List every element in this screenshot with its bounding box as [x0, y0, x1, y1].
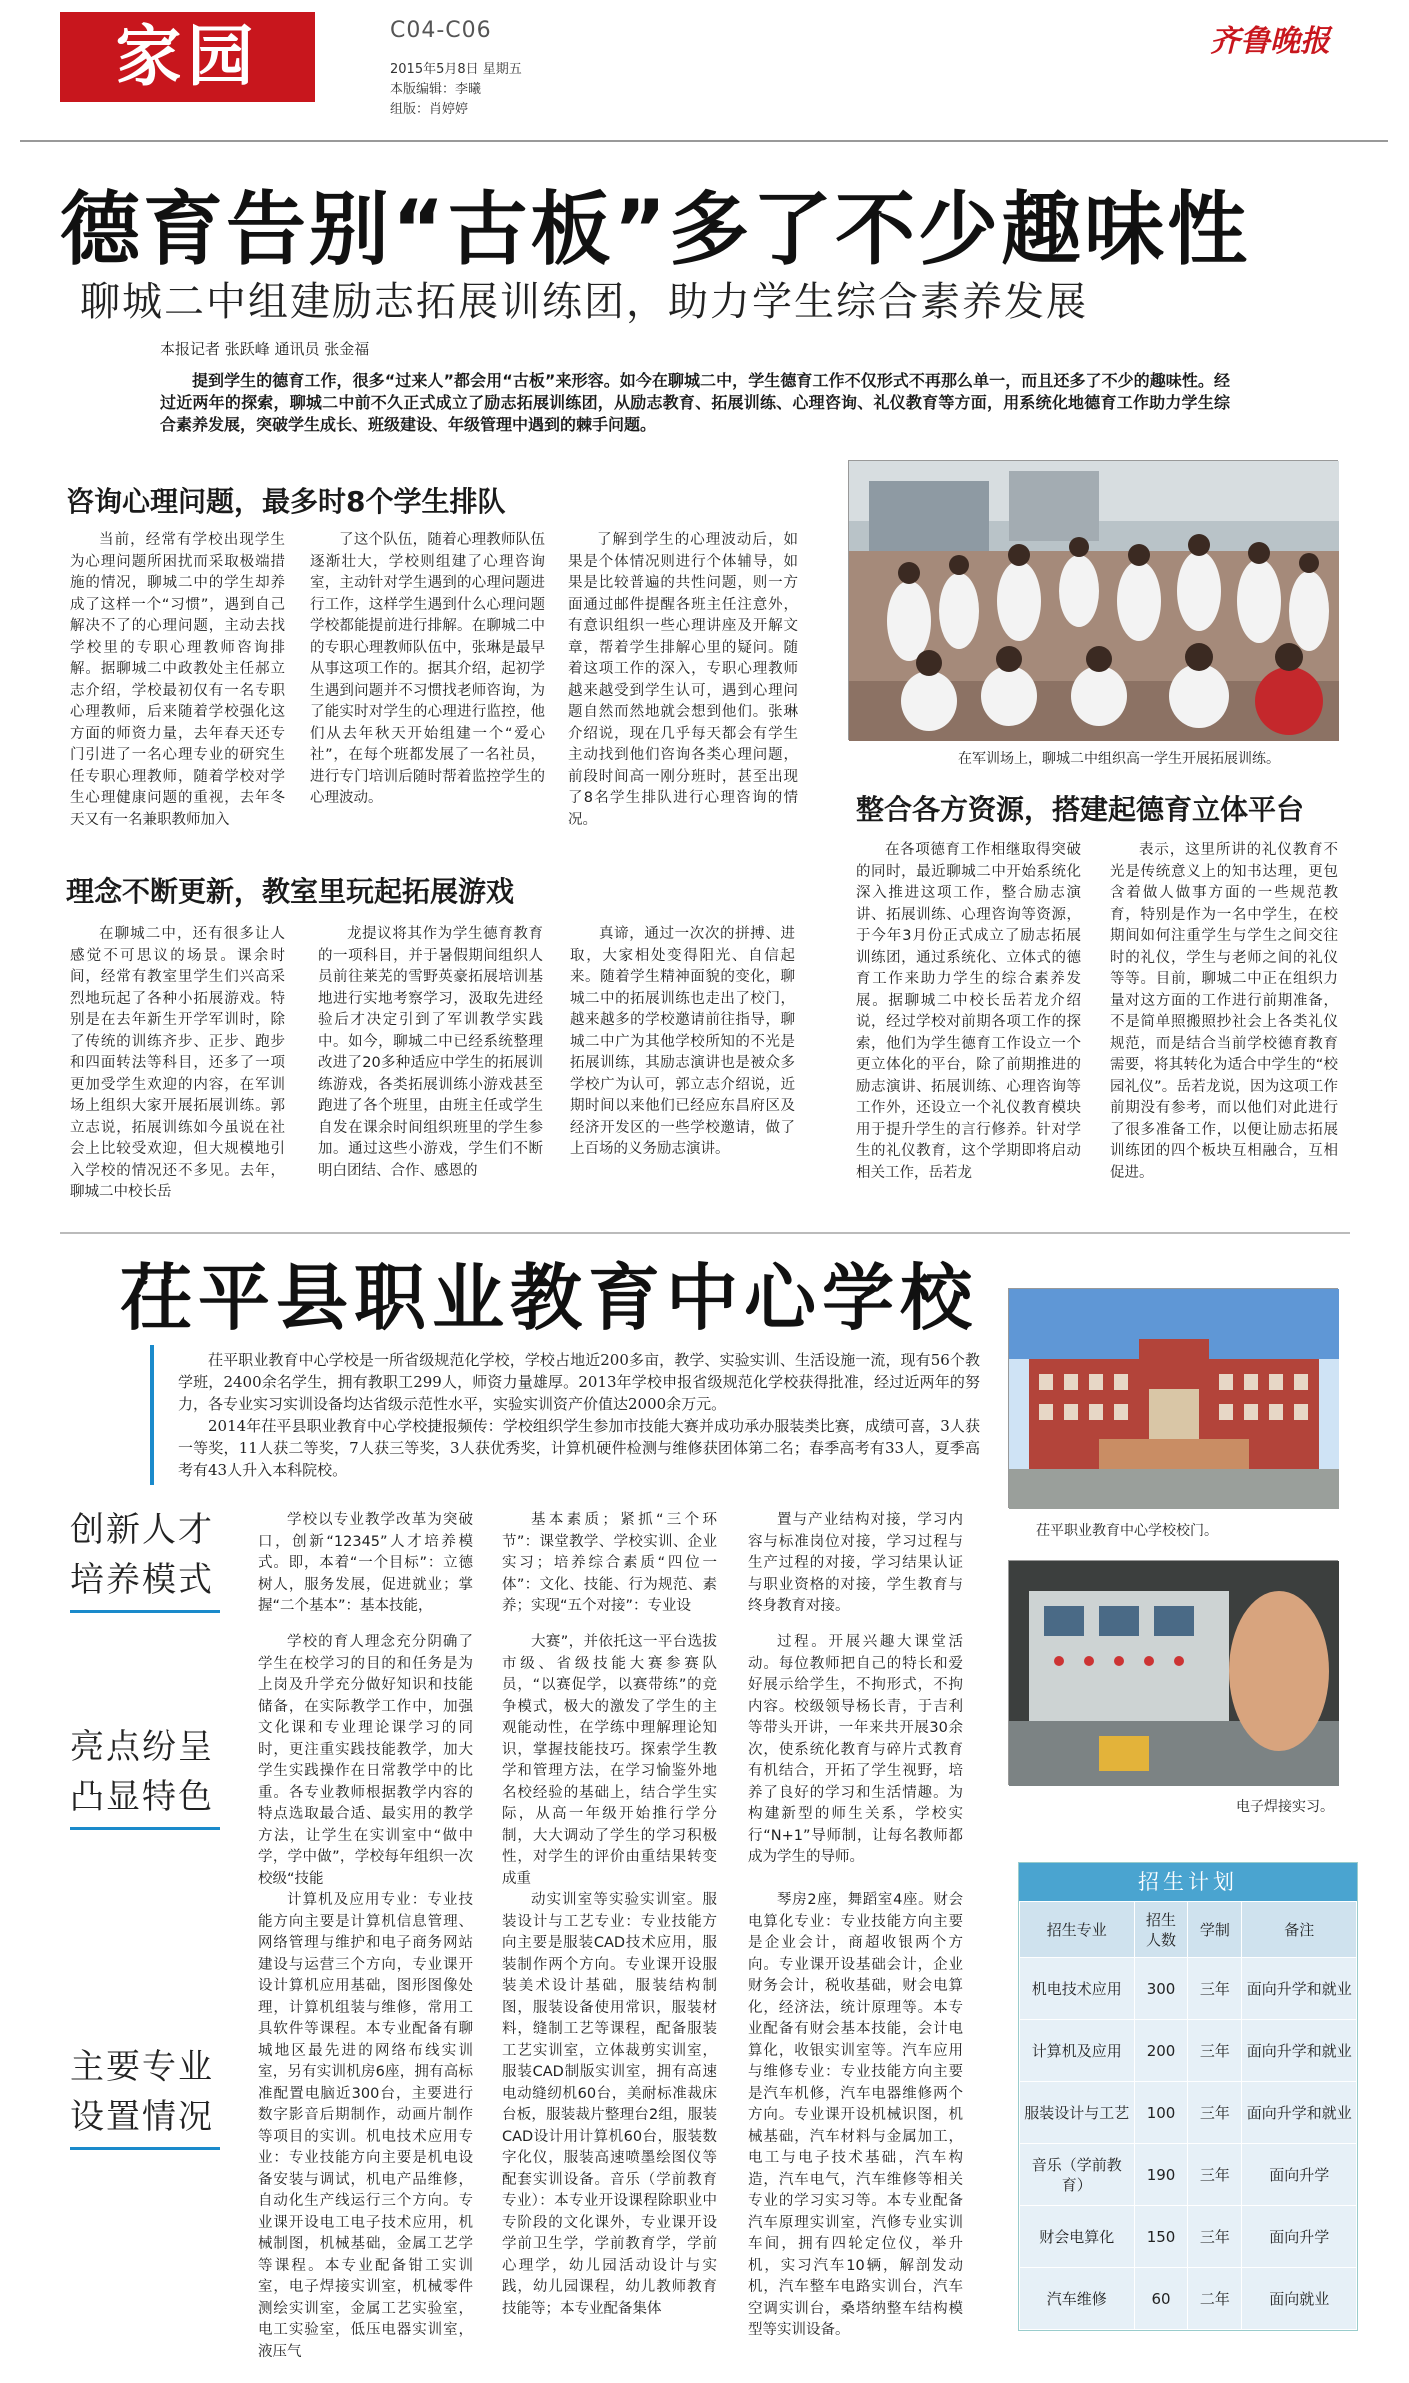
table-header: 备注	[1242, 1902, 1357, 1958]
table-cell: 面向升学和就业	[1242, 2020, 1357, 2082]
school-intro	[150, 1345, 990, 1485]
text-column: 琴房2座，舞蹈室4座。财会电算化专业：专业技能方向主要是企业会计，商超收银两个方向。专业课开设基础会计，企业财务会计，税收基础，财会电算化，经济法，统计原理等。本专业配备有财会基本技能，会计电算化，收银实训室等。汽车应用与维修专业：专业技能方向主要是汽车机修，汽车电器维修两个方向。专业课开设机械识图，机械基础，汽车材料与金属加工，电工与电子技术基础，汽车构造，汽车电气，汽车维修等相关专业的学习实习等。本专业配备汽车原理实训室，汽修专业实训车间，拥有四轮定位仪，举升机，实习汽车10辆，解剖发动机，汽车整车电路实训台，汽车空调实训台，桑塔纳整车结构模型等实训设备。	[748, 1892, 963, 2338]
page-range: C04-C06	[390, 18, 492, 43]
table-cell: 音乐（学前教育）	[1020, 2144, 1135, 2206]
table-cell: 面向升学	[1242, 2144, 1357, 2206]
school-title: 茌平县职业教育中心学校	[120, 1255, 979, 1340]
table-cell: 300	[1134, 1958, 1188, 2020]
text-column: 学校的育人理念充分阴确了学生在校学习的目的和任务是为上岗及升学充分做好知识和技能储备，在实际教学工作中，加强文化课和专业理论课学习的同时，更注重实践技能教学，加大学生实践操作在日常教学中的比重。各专业教师根据教学内容的特点选取最合适、最实用的教学方法，让学生在实训室中“做中学，学中做”，学校每年组织一次校级“技能	[258, 1634, 473, 1887]
editor-line: 本版编辑：李曦	[390, 82, 482, 97]
article-byline: 本报记者 张跃峰 通讯员 张金福	[160, 340, 370, 358]
table-row	[1020, 1958, 1357, 2020]
text-column: 了这个队伍，随着心理教师队伍逐渐壮大，学校则组建了心理咨询室，主动针对学生遇到的心理问题进行工作，这样学生遇到什么心理问题学校都能提前进行排解。在聊城二中的专职心理教师队伍中，张琳是最早从事这项工作的。据其介绍，起初学生遇到问题并不习惯找老师咨询，为了能实时对学生的心理进行监控，他们从去年秋天开始组建一个“爱心社”，在每个班都发展了一名社员，进行专门培训后随时帮着监控学生的心理波动。	[310, 532, 545, 806]
date-line: 2015年5月8日 星期五	[390, 62, 522, 77]
section-logo: 家园	[60, 12, 315, 102]
side-label-majors	[70, 2042, 240, 2142]
text-column: 大赛”，并依托这一平台选拔市级、省级技能大赛参赛队员，“以赛促学，以赛带练”的竞争模式，极大的激发了学生的主观能动性，在学练中理解理论知识，掌握技能技巧。探索学生教学和管理方法，在学习愉鉴外地名校经验的基础上，结合学生实际，从高一年级开始推行学分制，大大调动了学生的学习积极性，对学生的评价由重结果转变成重	[502, 1634, 717, 1887]
side-label-text: 创新人才培养模式	[70, 1510, 214, 1600]
masthead-divider	[20, 140, 1388, 142]
photo-training-image	[849, 461, 1339, 741]
text-column: 基本素质；紧抓“三个环节”：课堂教学、学校实训、企业实习；培养综合素质“四位一体”：文化、技能、行为规范、素养；实现“五个对接”：专业设	[502, 1512, 717, 1614]
text-column: 置与产业结构对接，学习内容与标准岗位对接，学习过程与生产过程的对接，学习结果认证与职业资格的对接，学生教育与终身教育对接。	[748, 1512, 963, 1614]
table-cell: 150	[1134, 2206, 1188, 2268]
text-column: 过程。开展兴趣大课堂活动。每位教师把自己的特长和爱好展示给学生，不拘形式，不拘内容。校级领导杨长青，于吉利等带头开讲，一年来共开展30余次，使系统化教育与碎片式教育有机结合，开拓了学生视野，培养了良好的学习和生活情趣。为构建新型的师生关系，学校实行“N+1”导师制，让每名教师都成为学生的导师。	[748, 1634, 963, 1865]
photo-caption: 电子焊接实习。	[1236, 1799, 1334, 1815]
table-cell: 面向升学和就业	[1242, 2082, 1357, 2144]
photo-electronics	[1008, 1560, 1338, 1785]
text-column: 学校以专业教学改革为突破口，创新“12345”人才培养模式。即，本着“一个目标”：立德树人，服务发展，促进就业；掌握“二个基本”：基本技能，	[258, 1512, 473, 1614]
text-column: 真谛，通过一次次的拼搏、进取，大家相处变得阳光、自信起来。随着学生精神面貌的变化，聊城二中的拓展训练也走出了校门，越来越多的学校邀请前往指导，聊城二中广为其他学校所知的不光是拓展训练，其励志演讲也是被众多学校广为认可，郭立志介绍说，近期时间以来他们已经应东昌府区及经济开发区的一些学校邀请，做了上百场的义务励志演讲。	[570, 926, 795, 1157]
text-column: 在聊城二中，还有很多让人感觉不可思议的场景。课余时间，经常有教室里学生们兴高采烈地玩起了各种小拓展游戏。特别是在去年新生开学军训时，除了传统的训练齐步、正步、跑步和四面转法等科目，还多了一项更加受学生欢迎的内容，在军训场上组织大家开展拓展训练。郭立志说，拓展训练如今虽说在社会上比较受欢迎，但大规模地引入学校的情况还不多见。去年，聊城二中校长岳	[70, 926, 285, 1200]
table-cell: 200	[1134, 2020, 1188, 2082]
side-label-underline	[70, 2147, 220, 2150]
table-header: 学制	[1188, 1902, 1242, 1958]
article-divider	[60, 1232, 1350, 1234]
side-label-text: 主要专业设置情况	[70, 2047, 214, 2137]
intro-paragraph: 2014年茌平县职业教育中心学校捷报频传：学校组织学生参加市技能大赛并成功承办服装类比赛，成绩可喜，3人获一等奖，11人获二等奖，7人获三等奖，3人获优秀奖，计算机硬件检测与维修获团体第二名；春季高考有33人，夏季高考有43人升入本科院校。	[178, 1417, 980, 1479]
table-cell: 面向升学	[1242, 2206, 1357, 2268]
table-cell: 面向升学和就业	[1242, 1958, 1357, 2020]
masthead-meta	[390, 60, 522, 120]
side-label-training-model	[70, 1505, 240, 1605]
article-subhead: 聊城二中组建励志拓展训练团，助力学生综合素养发展	[80, 279, 1088, 325]
section-title-platform: 整合各方资源，搭建起德育立体平台	[856, 793, 1305, 826]
section-title-counseling: 咨询心理问题，最多时8个学生排队	[66, 485, 506, 518]
table-cell: 100	[1134, 2082, 1188, 2144]
text-column: 表示，这里所讲的礼仪教育不光是传统意义上的知书达理，更包含着做人做事方面的一些规范教育，特别是作为一名中学生，在校期间如何注重学生与学生之间交往时的礼仪，学生与老师之间的礼仪等等。目前，聊城二中正在组织力量对这方面的工作进行前期准备，不是简单照搬照抄社会上各类礼仪规范，而是结合当前学校德育教育需要，将其转化为适合中学生的“校园礼仪”。岳若龙说，因为这项工作前期没有参考，而以他们对此进行了很多准备工作，以便让励志拓展训练团的四个板块互相融合，互相促进。	[1110, 842, 1338, 1181]
table-row	[1020, 2268, 1357, 2330]
newspaper-logo: 齐鲁晚报	[1210, 24, 1330, 59]
table-cell: 计算机及应用	[1020, 2020, 1135, 2082]
photo-caption: 在军训场上，聊城二中组织高一学生开展拓展训练。	[958, 751, 1280, 767]
side-label-highlights	[70, 1722, 240, 1822]
table-cell: 服装设计与工艺	[1020, 2082, 1135, 2144]
photo-school-gate	[1008, 1288, 1338, 1508]
article-lead: 提到学生的德育工作，很多“过来人”都会用“古板”来形容。如今在聊城二中，学生德育工作不仅形式不再那么单一，而且还多了不少的趣味性。经过近两年的探索，聊城二中前不久正式成立了励志拓展训练团，从励志教育、拓展训练、心理咨询、礼仪教育等方面，用系统化地德育工作助力学生综合素养发展，突破学生成长、班级建设、年级管理中遇到的棘手问题。	[160, 371, 1230, 434]
table-cell: 三年	[1188, 2144, 1242, 2206]
text-column: 当前，经常有学校出现学生为心理问题所困扰而采取极端措施的情况，聊城二中的学生却养成了这样一个“习惯”，遇到自己解决不了的心理问题，主动去找学校里的专职心理教师咨询排解。据聊城二中政教处主任郝立志介绍，学校最初仅有一名专职心理教师，后来随着学校强化这方面的师资力量，去年春天还专门引进了一名心理专业的研究生任专职心理教师，随着学校对学生心理健康问题的重视，去年冬天又有一名兼职教师加入	[70, 532, 285, 828]
table-row	[1020, 2144, 1357, 2206]
photo-caption: 茌平职业教育中心学校校门。	[1036, 1523, 1218, 1539]
table-cell: 财会电算化	[1020, 2206, 1135, 2268]
table-cell: 三年	[1188, 1958, 1242, 2020]
text-column: 了解到学生的心理波动后，如果是个体情况则进行个体辅导，如果是比较普遍的共性问题，则一方面通过邮件提醒各班主任注意外，有意识组织一些心理讲座及开解文章，帮着学生排解心里的疑问。随着这项工作的深入，专职心理教师越来越受到学生认可，遇到心理问题自然而然地就会想到他们。张琳介绍说，现在几乎每天都会有学生主动找到他们咨询各类心理问题，前段时间高一刚分班时，甚至出现了8名学生排队进行心理咨询的情况。	[568, 532, 798, 828]
table-cell: 190	[1134, 2144, 1188, 2206]
table-row	[1020, 2206, 1357, 2268]
table-row	[1020, 2020, 1357, 2082]
section-title-games: 理念不断更新，教室里玩起拓展游戏	[66, 875, 515, 908]
table-cell: 机电技术应用	[1020, 1958, 1135, 2020]
table-header: 招生人数	[1134, 1902, 1188, 1958]
table-header-row	[1020, 1902, 1357, 1958]
table-cell: 三年	[1188, 2020, 1242, 2082]
table-cell: 60	[1134, 2268, 1188, 2330]
table-cell: 三年	[1188, 2206, 1242, 2268]
table-cell: 面向就业	[1242, 2268, 1357, 2330]
enrollment-table	[1019, 1901, 1357, 2330]
table-header: 招生专业	[1020, 1902, 1135, 1958]
photo-electronics-image	[1009, 1561, 1339, 1786]
article-headline: 德育告别“古板”多了不少趣味性	[60, 183, 1251, 276]
enrollment-title: 招生计划	[1019, 1863, 1357, 1901]
table-row	[1020, 2082, 1357, 2144]
table-cell: 二年	[1188, 2268, 1242, 2330]
side-label-text: 亮点纷呈凸显特色	[70, 1727, 214, 1817]
table-cell: 汽车维修	[1020, 2268, 1135, 2330]
table-cell: 三年	[1188, 2082, 1242, 2144]
text-column: 在各项德育工作相继取得突破的同时，最近聊城二中开始系统化深入推进这项工作，整合励志演讲、拓展训练、心理咨询等资源，于今年3月份正式成立了励志拓展训练团，通过系统化、立体式的德育工作来助力学生的综合素养发展。据聊城二中校长岳若龙介绍说，经过学校对前期各项工作的探索，他们为学生德育工作设立一个更立体化的平台，除了前期推进的励志演讲、拓展训练、心理咨询等工作外，还设立一个礼仪教育模块用于提升学生的言行修养。针对学生的礼仪教育，这个学期即将启动相关工作，岳若龙	[856, 842, 1081, 1181]
photo-training	[848, 460, 1338, 740]
text-column: 动实训室等实验实训室。服装设计与工艺专业：专业技能方向主要是服装CAD技术应用，服装制作两个方向。专业课开设服装美术设计基础，服装结构制图，服装设备使用常识，服装材料，缝制工艺等课程，配备服装工艺实训室，立体裁剪实训室，服装CAD制版实训室，拥有高速电动缝纫机60台，美耐标准裁床台板，服装裁片整理台2组，服装CAD设计用计算机60台，服装数字化仪，服装高速喷墨绘图仪等配套实训设备。音乐（学前教育专业）：本专业开设课程除职业中专阶段的文化课外，专业课开设学前卫生学，学前教育学，学前心理学，幼儿园活动设计与实践，幼儿园课程，幼儿教师教育技能等；本专业配备集体	[502, 1892, 717, 2317]
designer-line: 组版：肖婷婷	[390, 102, 469, 117]
side-label-underline	[70, 1610, 220, 1613]
text-column: 计算机及应用专业：专业技能方向主要是计算机信息管理、网络管理与维护和电子商务网站建设与运营三个方向，专业课开设计算机应用基础，图形图像处理，计算机组装与维修，常用工具软件等课程。本专业配备有聊城地区最先进的网络布线实训室，另有实训机房6座，拥有高标准配置电脑近300台，主要进行数字影音后期制作，动画片制作等项目的实训。机电技术应用专业：专业技能方向主要是机电设备安装与调试，机电产品维修，自动化生产线运行三个方向。专业课开设电工电子技术应用，机械制图，机械基础，金属工艺学等课程。本专业配备钳工实训室，电子焊接实训室，机械零件测绘实训室，金属工艺实验室，电工实验室，低压电器实训室，液压气	[258, 1892, 473, 2360]
side-label-underline	[70, 1827, 220, 1830]
text-column: 龙提议将其作为学生德育教育的一项科目，并于暑假期间组织人员前往莱芜的雪野英豪拓展培训基地进行实地考察学习，汲取先进经验后才决定引到了军训教学实践中。如今，聊城二中已经系统整理改进了20多种适应中学生的拓展训练游戏，各类拓展训练小游戏甚至跑进了各个班里，由班主任或学生自发在课余时间组织班里的学生参加。通过这些小游戏，学生们不断明白团结、合作、感恩的	[318, 926, 543, 1179]
intro-paragraph: 茌平职业教育中心学校是一所省级规范化学校，学校占地近200多亩，教学、实验实训、生活设施一流，现有56个教学班，2400余名学生，拥有教职工299人，师资力量雄厚。2013年学校申报省级规范化学校获得批准，经过近两年的努力，各专业实习实训设备均达省级示范性水平，实验实训资产价值达2000余万元。	[178, 1351, 980, 1413]
photo-school-gate-image	[1009, 1289, 1339, 1509]
enrollment-plan	[1018, 1862, 1358, 2331]
